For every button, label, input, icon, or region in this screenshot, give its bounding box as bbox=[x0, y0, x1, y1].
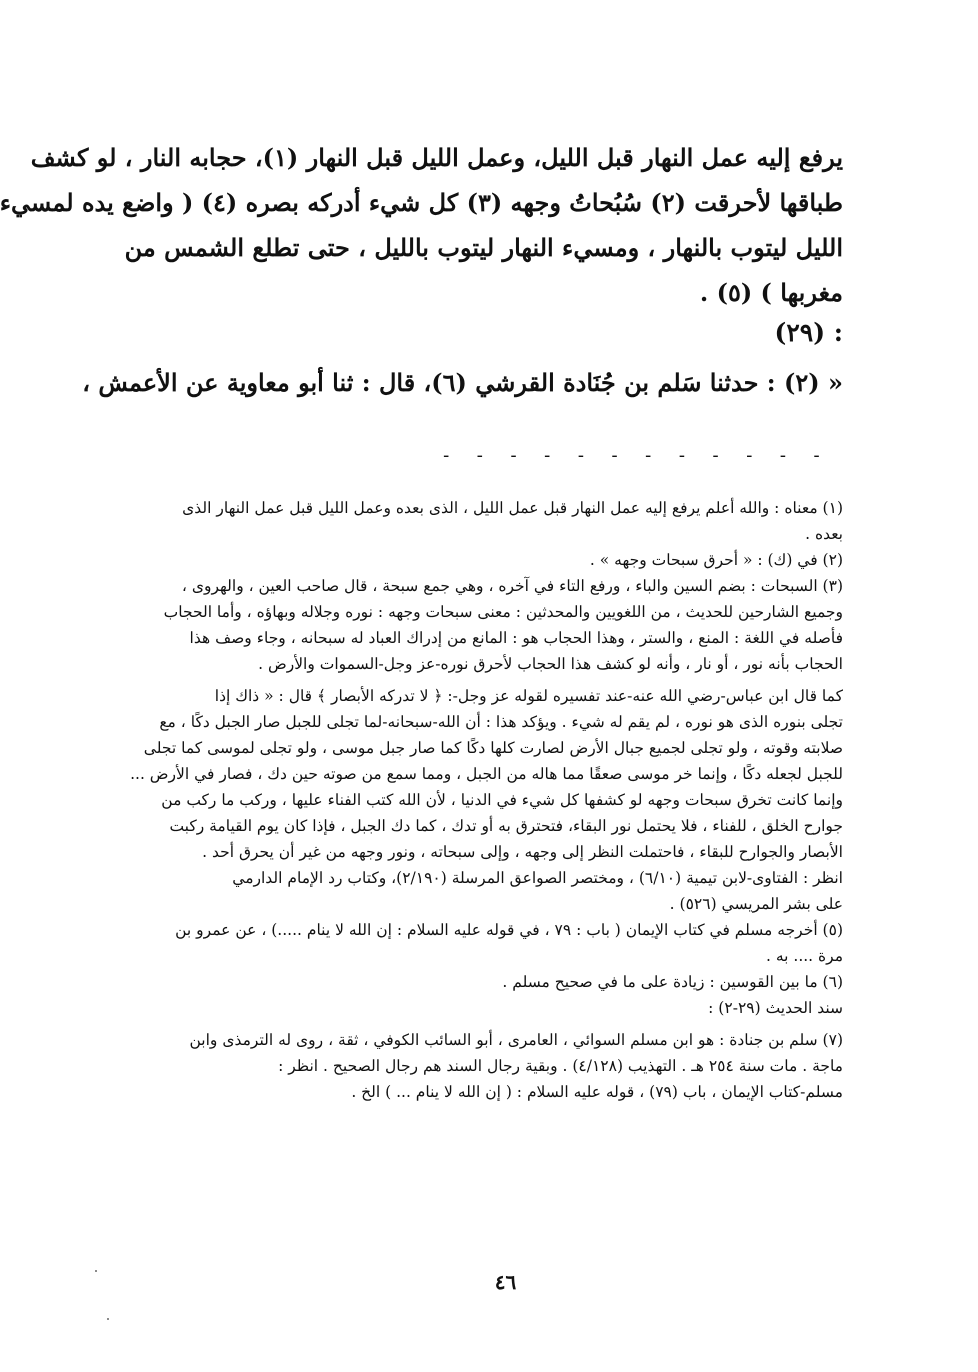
footnote-line: مرة .... به . bbox=[765, 947, 843, 965]
footnote-line: (٣) السبحات : بضم السين والباء ، ورفع التاء في آخره ، وهي جمع سبحة ، قال صاحب العين ، والهروى ، bbox=[181, 577, 843, 595]
footnote-line: وجميع الشارحين للحديث ، من اللغويين والمحدثين : معنى سبحات وجهه : نوره وجلاله وبهاؤه ، وأما الحجاب bbox=[163, 603, 843, 621]
footnote-line: كما قال ابن عباس-رضي الله عنه-عند تفسيره لقوله عز وجل-: ﴿ لا تدركه الأبصار ﴾ قال : « ذاك إذا bbox=[214, 687, 843, 705]
footnote-line: تجلى بنوره الذى هو نوره ، لم يقم له شيء . ويؤكد هذا : أن الله-سبحانه-لما تجلى للجبل صار الجبل دكًا ، مع bbox=[159, 713, 843, 731]
footnotes-block bbox=[130, 495, 843, 1105]
main-line-2: طباقها لأحرقت (٢) سُبُحاتُ وجهه (٣) كل شيء أدركه بصره (٤) ( واضع يده لمسيء bbox=[0, 188, 843, 217]
footnote-line: جوارح الخلق ، للفناء ، فلا يحتمل نور البقاء، فتحترق به أو تدك ، كما دك الجبل ، فإذا كان يوم القيامة ركبت bbox=[169, 817, 843, 835]
footnote-line: مسلم-كتاب الإيمان ، باب (٧٩) ، قوله عليه السلام : ( إن الله لا ينام ... ) الخ . bbox=[351, 1083, 843, 1101]
footnote-line: للجبل لجعله دكًا ، وإنما خر موسى صعقًا مما هاله من الجبل ، ومما سمع من صوته حين دك ، فصار في الأرض ... bbox=[130, 765, 843, 783]
hadith-number-heading: : (٢٩) bbox=[774, 318, 843, 347]
footnote-line: (٢) في (ك) : « أحرق سبحات وجهه » . bbox=[589, 551, 843, 569]
footnote-line: الحجاب بأنه نور ، أو نار ، وأنه لو كشف هذا الحجاب لأحرق نوره-عز وجل-السموات والأرض . bbox=[258, 655, 843, 673]
main-line-1: يرفع إليه عمل النهار قبل الليل، وعمل الليل قبل النهار (١)، حجابه النار ، لو كشف bbox=[30, 143, 843, 172]
footnote-line: صلابته وقوته ، ولو تجلى لجميع جبال الأرض لصارت كلها دكًا كما صار جبل موسى ، ولو تجلى لموسى كما تجلى bbox=[143, 739, 843, 757]
footnote-line: (٦) ما بين القوسين : زيادة على ما في صحيح مسلم . bbox=[502, 973, 843, 991]
main-line-3: الليل ليتوب بالنهار ، ومسيء النهار ليتوب بالليل ، حتى تطلع الشمس من bbox=[124, 233, 843, 262]
scan-speck bbox=[107, 1318, 109, 1320]
footnote-line: على بشر المريسي (٥٢٦) . bbox=[669, 895, 843, 913]
footnote-line: ماجة . مات سنة ٢٥٤ هـ . التهذيب (٤/١٢٨) . وبقية رجال السند هم رجال الصحيح . انظر : bbox=[278, 1057, 843, 1075]
footnote-line: انظر : الفتاوى-لابن تيمية (٦/١٠) ، ومختصر الصواعق المرسلة (٢/١٩٠)، وكتاب رد الإمام الدارمي bbox=[232, 869, 843, 887]
footnote-separator: - - - - - - - - - - - - bbox=[440, 445, 828, 466]
footnote-line: (١) معناه : والله أعلم يرفع إليه عمل النهار قبل عمل الليل ، الذى بعده وعمل الليل قبل عمل النهار الذى bbox=[182, 499, 843, 517]
footnote-line: (٧) سلم بن جنادة : هو ابن مسلم السوائي ، العامرى ، أبو السائب الكوفي ، ثقة ، روى له الترمذى وابن bbox=[189, 1031, 843, 1049]
main-text-block bbox=[0, 135, 843, 315]
scan-speck bbox=[95, 1270, 97, 1272]
footnote-line: وإنما كانت تخرق سبحات وجهه لو كشفها كل شيء في الدنيا ، لأن الله كتب الفناء عليها ، وركب ما ركب من bbox=[161, 791, 843, 809]
footnote-line: الأبصار والجوارح للبقاء ، فاحتملت النظر إلى وجهه ، وإلى سبحاته ، ونور وجهه من غير أن يحرق أحد . bbox=[202, 843, 843, 861]
footnote-line: فأصله في اللغة : المنع ، والستر ، وهذا الحجاب هو : المانع من إدراك العباد له سبحانه ، وجاء وصف هذا bbox=[189, 629, 843, 647]
main-line-4: مغربها ) (٥) . bbox=[699, 278, 843, 307]
footnote-line: بعده . bbox=[805, 525, 843, 543]
footnote-line: (٥) أخرجه مسلم في كتاب الإيمان ( باب : ٧٩ ، في قوله عليه السلام : إن الله لا ينام .....) ، عن عمرو بن bbox=[175, 921, 843, 939]
isnad-line: « (٢) : حدثنا سَلم بن جُنَادة القرشي (٦)، قال : ثنا أبو معاوية عن الأعمش ، bbox=[82, 368, 843, 397]
footnote-line: سند الحديث (٢٩-٢) : bbox=[708, 999, 843, 1017]
page-number: ٤٦ bbox=[494, 1270, 517, 1294]
